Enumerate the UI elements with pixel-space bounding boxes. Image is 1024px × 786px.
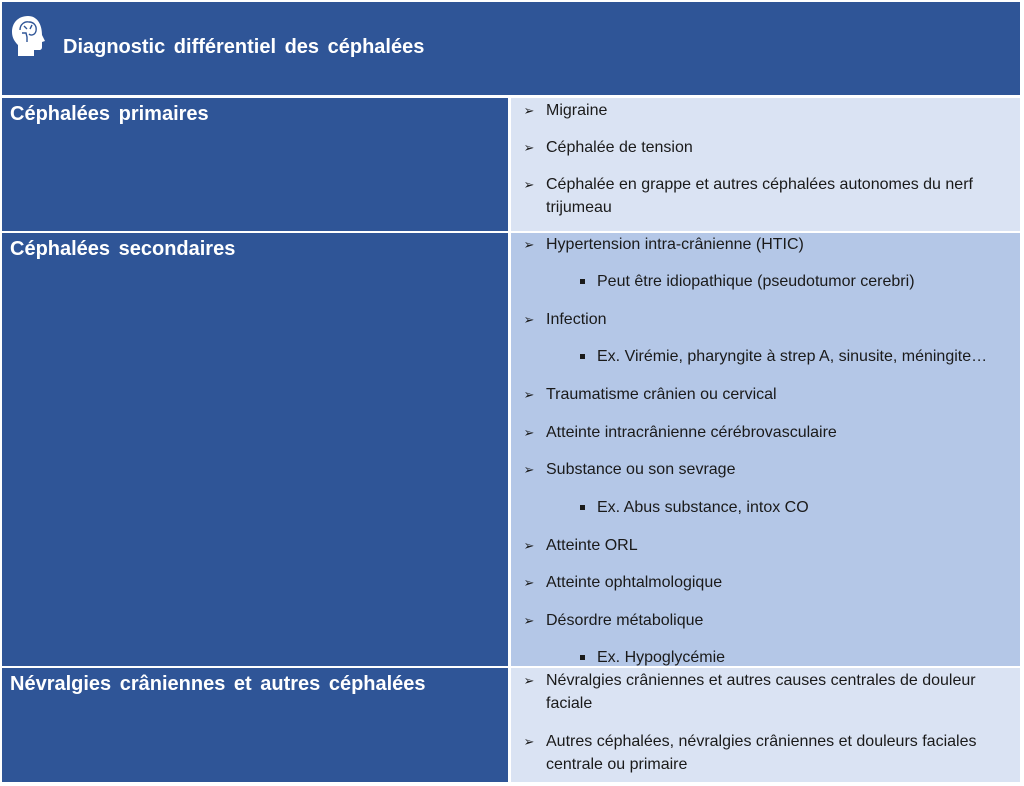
list-item: ➢ Autres céphalées, névralgies crâniennes et douleurs faciales centrale ou primaire xyxy=(520,730,1020,776)
square-bullet-icon xyxy=(580,354,585,359)
arrow-bullet-icon: ➢ xyxy=(523,673,535,688)
arrow-bullet-icon: ➢ xyxy=(523,237,535,252)
list-item: ➢ Atteinte ophtalmologique xyxy=(520,571,1020,594)
arrow-bullet-icon: ➢ xyxy=(523,140,535,155)
list-item: ➢ Atteinte ORL xyxy=(520,534,1020,557)
list-item: ➢ Migraine xyxy=(520,99,1020,122)
arrow-bullet-icon: ➢ xyxy=(523,103,535,118)
brain-head-icon xyxy=(10,14,48,58)
list-item: ➢ Substance ou son sevrage xyxy=(520,458,1020,481)
sub-list-item: Ex. Abus substance, intox CO xyxy=(520,496,1020,519)
list-item: ➢ Désordre métabolique xyxy=(520,609,1020,632)
slide-header xyxy=(2,2,1020,95)
list-item: ➢ Céphalée de tension xyxy=(520,136,1020,159)
category-label: Névralgies crâniennes et autres céphalées xyxy=(2,668,508,782)
sub-list-item: Ex. Hypoglycémie xyxy=(520,646,1020,666)
list-item: ➢ Infection xyxy=(520,308,1020,331)
category-label: Céphalées secondaires xyxy=(2,233,508,666)
arrow-bullet-icon: ➢ xyxy=(523,575,535,590)
table-row-primaires xyxy=(2,98,1020,231)
table-row-secondaires xyxy=(2,233,1020,666)
square-bullet-icon xyxy=(580,279,585,284)
arrow-bullet-icon: ➢ xyxy=(523,462,535,477)
arrow-bullet-icon: ➢ xyxy=(523,177,535,192)
square-bullet-icon xyxy=(580,655,585,660)
arrow-bullet-icon: ➢ xyxy=(523,734,535,749)
arrow-bullet-icon: ➢ xyxy=(523,538,535,553)
category-items xyxy=(511,98,1020,231)
square-bullet-icon xyxy=(580,505,585,510)
list-item: ➢ Névralgies crâniennes et autres causes centrales de douleur faciale xyxy=(520,669,1020,715)
arrow-bullet-icon: ➢ xyxy=(523,425,535,440)
sub-list-item: Peut être idiopathique (pseudotumor cerebri) xyxy=(520,270,1020,293)
page-title: Diagnostic différentiel des céphalées xyxy=(63,36,425,58)
list-item: ➢ Atteinte intracrânienne cérébrovasculaire xyxy=(520,421,1020,444)
list-item: ➢ Traumatisme crânien ou cervical xyxy=(520,383,1020,406)
category-label: Céphalées primaires xyxy=(2,98,508,231)
list-item: ➢ Céphalée en grappe et autres céphalées autonomes du nerf trijumeau xyxy=(520,173,1020,219)
category-items xyxy=(511,668,1020,782)
arrow-bullet-icon: ➢ xyxy=(523,387,535,402)
sub-list-item: Ex. Virémie, pharyngite à strep A, sinusite, méningite… xyxy=(520,345,1020,368)
list-item: ➢ Hypertension intra-crânienne (HTIC) xyxy=(520,233,1020,256)
table-row-nevralgies xyxy=(2,668,1020,782)
category-items xyxy=(511,233,1020,666)
arrow-bullet-icon: ➢ xyxy=(523,312,535,327)
arrow-bullet-icon: ➢ xyxy=(523,613,535,628)
